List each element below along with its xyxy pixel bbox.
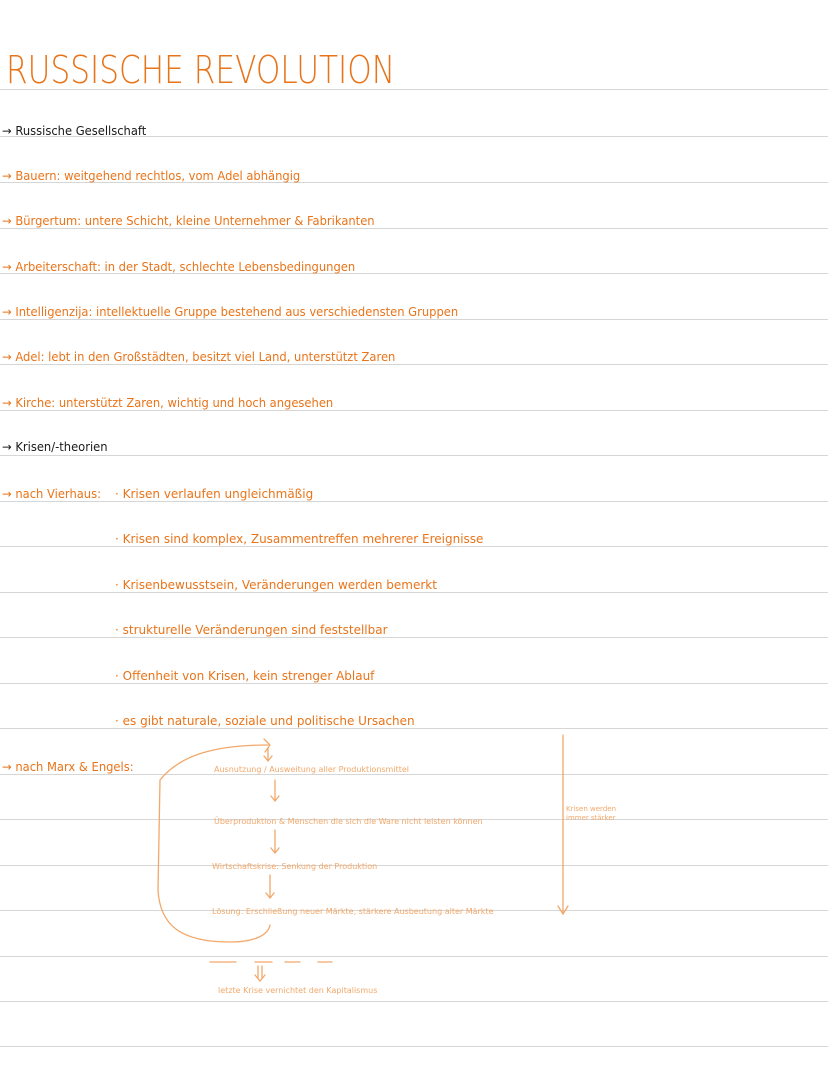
down-arrow-icon xyxy=(271,780,279,801)
arrow-icon: → xyxy=(2,396,12,410)
arrow-icon: → xyxy=(2,760,12,774)
arrow-icon: → xyxy=(2,214,12,228)
arrow-icon: → xyxy=(2,487,12,501)
note-buergertum: → Bürgertum: untere Schicht, kleine Unternehmer & Fabrikanten xyxy=(2,214,375,228)
vierhaus-point: · Krisen sind komplex, Zusammentreffen mehrerer Ereignisse xyxy=(115,532,484,546)
conclusion-note: letzte Krise vernichtet den Kapitalismus xyxy=(218,986,378,995)
side-note: Krisen werden immer stärker xyxy=(566,805,617,822)
heading-krisen: → Krisen/-theorien xyxy=(2,440,108,454)
note-intelligenzija: → Intelligenzija: intellektuelle Gruppe bestehend aus verschiedensten Gruppen xyxy=(2,305,459,319)
cycle-step: Überproduktion & Menschen die sich die Ware nicht leisten können xyxy=(214,817,483,826)
cycle-step: Wirtschaftskrise: Senkung der Produktion xyxy=(212,862,378,871)
vierhaus-point: · Krisen verlaufen ungleichmäßig xyxy=(115,487,314,501)
long-down-arrow-icon xyxy=(558,735,568,914)
note-marx-label: → nach Marx & Engels: xyxy=(2,760,134,774)
note-arbeiterschaft: → Arbeiterschaft: in der Stadt, schlechte Lebensbedingungen xyxy=(2,260,356,274)
vierhaus-point: · Krisenbewusstsein, Veränderungen werden bemerkt xyxy=(115,578,437,592)
arrow-icon: → xyxy=(2,260,12,274)
vierhaus-point: · es gibt naturale, soziale und politische Ursachen xyxy=(115,714,415,728)
page-title: RUSSISCHE REVOLUTION xyxy=(6,48,396,92)
note-bauern: → Bauern: weitgehend rechtlos, vom Adel abhängig xyxy=(2,169,301,183)
arrow-icon: → xyxy=(2,350,12,364)
note-vierhaus-label: → nach Vierhaus: xyxy=(2,487,102,501)
arrow-icon: → xyxy=(2,440,12,454)
arrow-icon: → xyxy=(2,169,12,183)
down-arrow-icon xyxy=(266,875,274,898)
arrow-icon: → xyxy=(2,124,12,138)
arrow-icon: → xyxy=(2,305,12,319)
note-kirche: → Kirche: unterstützt Zaren, wichtig und hoch angesehen xyxy=(2,396,334,410)
down-arrow-icon xyxy=(264,748,272,761)
cycle-step: Lösung: Erschließung neuer Märkte, stärkere Ausbeutung alter Märkte xyxy=(212,907,494,916)
vierhaus-point: · strukturelle Veränderungen sind feststellbar xyxy=(115,623,388,637)
double-down-arrow-icon xyxy=(255,966,265,981)
down-arrow-icon xyxy=(271,830,279,853)
vierhaus-point: · Offenheit von Krisen, kein strenger Ablauf xyxy=(115,669,375,683)
note-adel: → Adel: lebt in den Großstädten, besitzt viel Land, unterstützt Zaren xyxy=(2,350,396,364)
heading-gesellschaft: → Russische Gesellschaft xyxy=(2,124,147,138)
cycle-step: Ausnutzung / Ausweitung aller Produktionsmittel xyxy=(214,765,409,774)
